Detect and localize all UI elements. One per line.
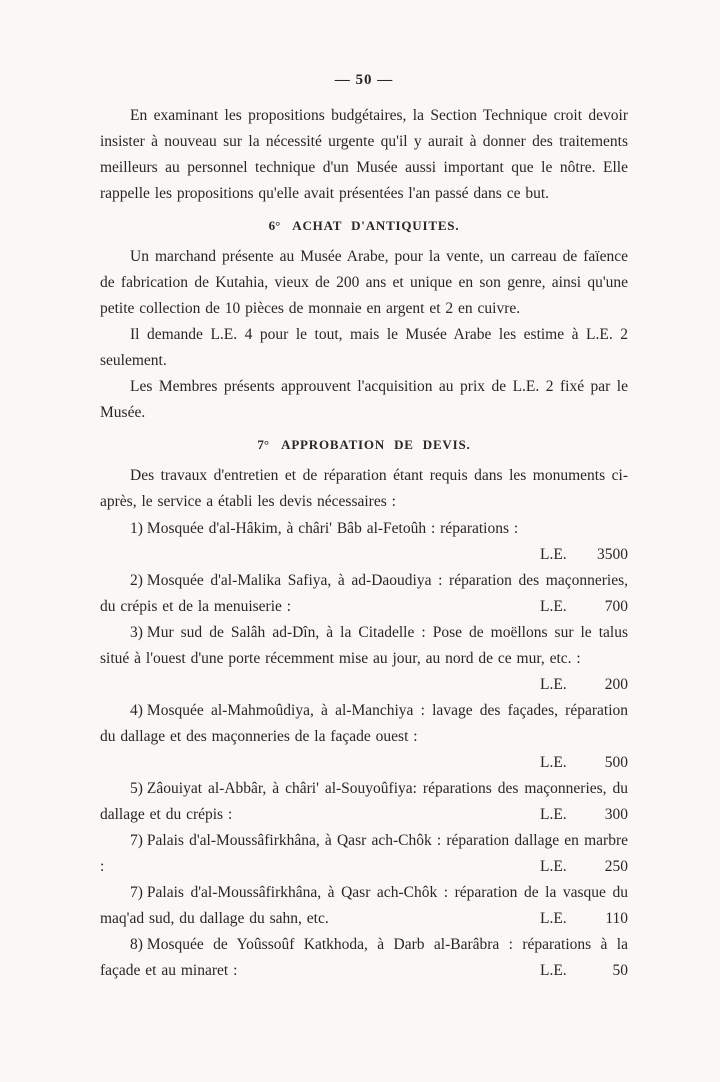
intro-paragraph: En examinant les propositions budgétaires, la Section Technique croit devoir insister à nouveau sur la nécessité urgente qu'il y aurait à donner des traitements meilleurs au personnel technique d'un Musée aussi important que le nôtre. Elle rappelle les propositions qu'elle avait présentées l'an passé dans ce but. bbox=[100, 107, 628, 202]
devis-item-text: Mur sud de Salâh ad-Dîn, à la Citadelle : Pose de moëllons sur le talus situé à l'ouest d'une porte récemment mise au jour, au nord de ce mur, etc. : bbox=[100, 624, 628, 667]
amount-value: 300 bbox=[604, 806, 628, 823]
devis-item-number: 5) bbox=[130, 780, 143, 797]
devis-amount bbox=[540, 906, 628, 932]
devis-item bbox=[100, 880, 628, 932]
currency-label: L.E. bbox=[540, 546, 567, 563]
devis-item-text: Zâouiyat al-Abbâr, à châri' al-Souyoûfiya: réparations des maçonneries, du dallage et du crépis : bbox=[100, 780, 628, 823]
devis-item bbox=[100, 932, 628, 984]
devis-item bbox=[100, 516, 628, 568]
devis-item bbox=[100, 698, 628, 776]
devis-item bbox=[100, 620, 628, 698]
devis-amount bbox=[540, 542, 628, 568]
currency-label: L.E. bbox=[540, 858, 567, 875]
devis-intro-paragraph: Des travaux d'entretien et de réparation étant requis dans les monuments ci-après, le service a établi les devis nécessaires : bbox=[100, 467, 628, 510]
achat-paragraph-3: Les Membres présents approuvent l'acquisition au prix de L.E. 2 fixé par le Musée. bbox=[100, 378, 628, 421]
devis-list bbox=[100, 516, 628, 984]
amount-value: 110 bbox=[605, 910, 628, 927]
amount-value: 200 bbox=[604, 676, 628, 693]
devis-item-text: Mosquée de Yoûssoûf Katkhoda, à Darb al-Barâbra : réparations à la façade et au minaret : bbox=[100, 936, 628, 979]
devis-item bbox=[100, 828, 628, 880]
section-number: 7° bbox=[257, 437, 270, 452]
section-heading-achat bbox=[100, 218, 628, 234]
amount-value: 3500 bbox=[597, 546, 628, 563]
devis-item-number: 4) bbox=[130, 702, 143, 719]
amount-value: 50 bbox=[612, 962, 628, 979]
currency-label: L.E. bbox=[540, 676, 567, 693]
devis-item-text: Mosquée d'al-Hâkim, à châri' Bâb al-Fetoûh : réparations : bbox=[146, 520, 519, 537]
amount-value: 500 bbox=[604, 754, 628, 771]
devis-item-number: 7) bbox=[130, 884, 143, 901]
devis-item bbox=[100, 776, 628, 828]
currency-label: L.E. bbox=[540, 962, 567, 979]
currency-label: L.E. bbox=[540, 754, 567, 771]
devis-item bbox=[100, 568, 628, 620]
achat-paragraph-1: Un marchand présente au Musée Arabe, pour la vente, un carreau de faïence de fabrication de Kutahia, vieux de 200 ans et unique en son genre, ainsi qu'une petite collection de 10 pièces de monnaie en argent et 2 en cuivre. bbox=[100, 248, 628, 317]
devis-amount bbox=[540, 672, 628, 698]
devis-amount bbox=[540, 854, 628, 880]
amount-value: 700 bbox=[604, 598, 628, 615]
devis-amount bbox=[540, 958, 628, 984]
devis-item-text: Mosquée d'al-Malika Safiya, à ad-Daoudiya : réparation des maçonneries, du crépis et de la menuiserie : bbox=[100, 572, 628, 615]
section-number: 6° bbox=[268, 218, 281, 233]
devis-item-number: 1) bbox=[130, 520, 143, 537]
currency-label: L.E. bbox=[540, 598, 567, 615]
devis-item-text: Palais d'al-Moussâfirkhâna, à Qasr ach-Chôk : réparation dallage en marbre : bbox=[100, 832, 628, 875]
currency-label: L.E. bbox=[540, 910, 567, 927]
devis-item-text: Palais d'al-Moussâfirkhâna, à Qasr ach-Chôk : réparation de la vasque du maq'ad sud, du dallage du sahn, etc. bbox=[100, 884, 628, 927]
page-number: — 50 — bbox=[334, 72, 394, 88]
currency-label: L.E. bbox=[540, 806, 567, 823]
devis-amount bbox=[540, 594, 628, 620]
devis-item-number: 3) bbox=[130, 624, 143, 641]
achat-paragraph-2: Il demande L.E. 4 pour le tout, mais le Musée Arabe les estime à L.E. 2 seulement. bbox=[100, 326, 628, 369]
section-title: APPROBATION DE DEVIS. bbox=[281, 437, 471, 452]
devis-item-text: Mosquée al-Mahmoûdiya, à al-Manchiya : lavage des façades, réparation du dallage et des maçonneries de la façade ouest : bbox=[100, 702, 628, 745]
devis-item-number: 8) bbox=[130, 936, 143, 953]
devis-amount bbox=[540, 750, 628, 776]
devis-amount bbox=[540, 802, 628, 828]
section-heading-devis bbox=[100, 437, 628, 453]
devis-item-number: 7) bbox=[130, 832, 143, 849]
section-title: ACHAT D'ANTIQUITES. bbox=[292, 218, 460, 233]
devis-item-number: 2) bbox=[130, 572, 143, 589]
amount-value: 250 bbox=[604, 858, 628, 875]
